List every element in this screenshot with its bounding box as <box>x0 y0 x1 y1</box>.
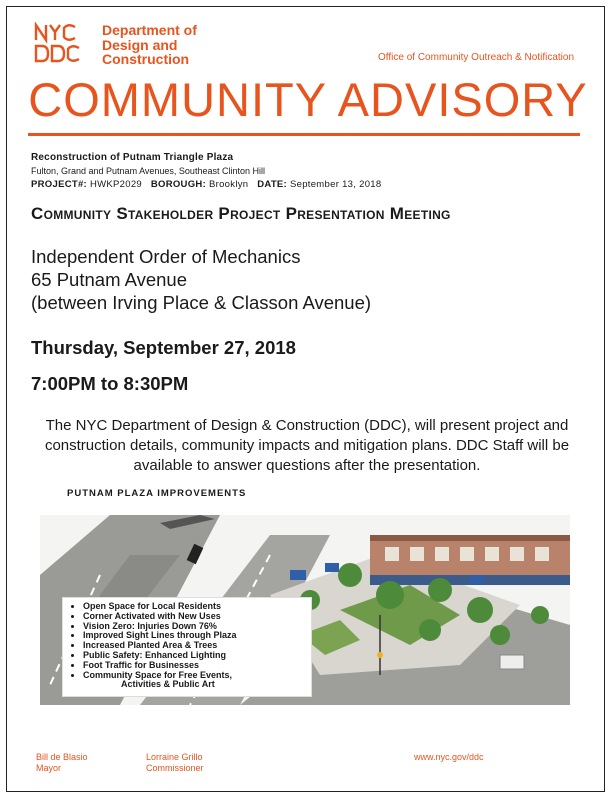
improvement-item: • Foot Traffic for Businesses <box>83 661 303 671</box>
improvement-item: • Vision Zero: Injuries Down 76% <box>83 622 303 632</box>
banner-divider <box>28 133 580 136</box>
improvement-item-continued: Activities & Public Art <box>121 679 215 690</box>
improvement-item: • Improved Sight Lines through Plaza <box>83 631 303 641</box>
venue-cross-streets: (between Irving Place & Classon Avenue) <box>31 292 372 313</box>
venue-address: 65 Putnam Avenue <box>31 269 188 290</box>
dept-line-3: Construction <box>102 51 190 67</box>
commissioner-signature <box>146 752 204 774</box>
meeting-title: Community Stakeholder Project Presentation Meeting <box>31 204 451 223</box>
project-meta <box>31 179 381 190</box>
event-time: 7:00PM to 8:30PM <box>31 373 189 394</box>
commissioner-title: Commissioner <box>146 763 204 773</box>
borough-value: Brooklyn <box>209 179 249 190</box>
department-name <box>102 23 197 67</box>
date-value: September 13, 2018 <box>289 179 382 190</box>
project-number: HWKP2029 <box>89 179 143 190</box>
mayor-title: Mayor <box>36 763 62 773</box>
mayor-signature <box>36 752 88 774</box>
commissioner-name: Lorraine Grillo <box>146 752 203 762</box>
improvement-item: • Corner Activated with New Uses <box>83 612 303 622</box>
improvements-title: PUTNAM PLAZA IMPROVEMENTS <box>67 488 247 499</box>
project-number-label: PROJECT#: <box>31 179 88 190</box>
project-location: Fulton, Grand and Putnam Avenues, Southeast Clinton Hill <box>31 166 265 176</box>
improvement-item: • Public Safety: Enhanced Lighting <box>83 651 303 661</box>
dept-line-1: Department of <box>102 22 197 38</box>
venue-block <box>31 245 371 314</box>
project-title: Reconstruction of Putnam Triangle Plaza <box>31 152 234 163</box>
improvement-item: • Open Space for Local Residents <box>83 602 303 612</box>
improvement-item: • Increased Planted Area & Trees <box>83 641 303 651</box>
website-link[interactable]: www.nyc.gov/ddc <box>414 752 484 762</box>
mayor-name: Bill de Blasio <box>36 752 88 762</box>
nyc-ddc-logo <box>33 22 97 64</box>
venue-name: Independent Order of Mechanics <box>31 246 301 267</box>
advisory-banner: COMMUNITY ADVISORY <box>28 73 588 126</box>
office-name: Office of Community Outreach & Notification <box>378 52 575 63</box>
dept-line-2: Design and <box>102 36 178 53</box>
event-date: Thursday, September 27, 2018 <box>31 337 296 358</box>
improvement-item: • Community Space for Free Events, <box>83 671 303 681</box>
date-label: DATE: <box>257 179 288 190</box>
event-description: The NYC Department of Design & Construction (DDC), will present project and construction details, community impacts and mitigation plans. DDC Staff will be available to answer questions after the presentation. <box>44 417 570 474</box>
borough-label: BOROUGH: <box>150 179 207 190</box>
improvements-list <box>62 597 312 697</box>
